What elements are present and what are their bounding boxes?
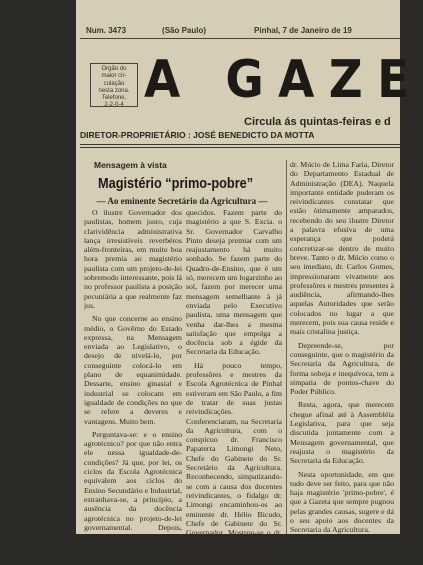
- section-label: Mensagem à vista: [94, 160, 167, 170]
- box-line: culação: [103, 80, 125, 87]
- director-line: DIRETOR-PROPRIETÁRIO : JOSÉ BENEDICTO DA MOTTA: [80, 130, 315, 140]
- box-line: Orgão do: [101, 66, 127, 72]
- newspaper-page: [76, 0, 423, 565]
- masthead-topline: [84, 26, 400, 35]
- paragraph: quecidos. Fazem parte do magistério a que S. Excia. o Sr. Governador Carvalho Pinto deseja premiar com um reajustamento há muito sonhado. Se fazem parte do Quadro-de-Ensino, que é um só, merecem um logarzinho ao sol, fazem por merecer uma mensagem semelhante à já enviada pelo Executivo paulista, uma mensagem que venha dar-lhes a mesma satisfação que empolga a docência sob a égide da Secretaria da Educação.: [186, 208, 282, 357]
- tagline: Circula ás quintas-feiras e d: [244, 116, 391, 128]
- box-line: 2-2-0-4: [104, 102, 124, 109]
- city-label: (São Paulo): [162, 26, 207, 35]
- paragraph: Nesta oportunidade, em que tudo deve ser feito, para que não haja magistério 'primo-pobre', é que a Gazeta que sempre pugnou pelas grandes causas, sugere e dá o seu apoio aos docentes da Secretaria da Agricultura.: [290, 469, 394, 535]
- article-subhead: — Ao eminente Secretário da Agricultura —: [96, 196, 268, 206]
- article-column-3: [290, 160, 394, 534]
- paragraph: No que concerne ao ensino médio, o Govêrno do Estado expressa, na Mensagem enviada ao Legislativo, o desejo de nivelá-lo, por conseguinte colocá-lo em plano de equanimidade. Dessarte, ensino ginasial e industrial se colocam em igualdade de condições no que se refere a deveres e vantagens. Muito bem.: [84, 314, 182, 426]
- box-line: maior cir-: [101, 73, 127, 80]
- header-rule-thin: [80, 147, 400, 148]
- top-rule: [80, 38, 400, 39]
- issue-number: Num. 3473: [86, 26, 127, 35]
- paragraph: Perguntava-se: e o ensino agrotécnico? por que não entra ele nessa igualdade-de-condições? Já que, por lei, os ciclos da Escola Agrotécnica equivalem aos ciclos do Ensino Secundário e Industrial, estranhava-se, a princípio, a ausência da docência agrotécnica no projeto-de-lei governamental. Depois, entretanto, tudo se esclareceu.: [84, 429, 182, 542]
- article-column-2: [186, 208, 282, 565]
- column-rule: [286, 160, 287, 534]
- circulation-box: [90, 63, 138, 107]
- box-line: Telefone,: [101, 95, 127, 102]
- paragraph: Há pouco tempo, professôres e mestres da Escola Agrotécnica de Pinhal estiveram em São Paulo, a fim de tratar de suas justas reivindicações. Conferenciaram, na Secretaria da Agricultura, com o conspícuo dr. Francisco Papaterra Limongi Neto, Chefe do Gabinete do Sr. Secretário da Agricultura. Reconhecendo, simpatizando-se com a causa dos docentes reivindicantes, o fidalgo dr. Limongi encaminhou-os ao eminente dr. Hélio Bicudo, Chefe de Gabinete do Sr. Governador. Mostrou-se o dr. Bicudo vivamente interessado pela situação dos docentes da Secretaria da Agricultura: [186, 360, 282, 565]
- article-column-1: [84, 208, 182, 542]
- paragraph: Resta, agora, que merecem chegue afinal até à Assembléia Legislativa, para que seja discutida juntamente com a Mensagem governamental, que reajusta o magistério da Secretaria da Educação.: [290, 400, 394, 466]
- box-line: nesta zona.: [98, 87, 130, 94]
- header-rule: [80, 144, 400, 145]
- article-headline: Magistério “primo-pobre”: [98, 175, 254, 192]
- date-line: Pinhal, 7 de Janeiro de 19: [254, 26, 352, 35]
- paragraph: dr. Múcio de Lima Faria, Diretor do Departamento Estadual de Administração (DEA). Naquela importante entidade puderam os reivindicantes constatar que estão òtimamente amparados, recebendo do seu ilustre Diretor a palavra efusiva de uma esperança que poderá concretizar-se dentro de muito breve. Tanto o dr. Múcio como o seu imediato, dr. Carlos Gomes, impressionaram vivamente aos professôres e mestres presentes à audiência, afirmando-lhes aquelas Autoridades que serão colocados no lugar a que merecem, pois sua causa reside e mais cristalina justiça.: [290, 160, 394, 337]
- paragraph: Depreende-se, por conseguinte, que o magistério da Secretaria da Agricultura, de forma sobeja e inequívoca, tem a simpatia de pontos-chave do Poder Público.: [290, 340, 394, 397]
- newspaper-title: A GAZE: [144, 50, 423, 110]
- paragraph: O ilustre Governador dos paulistas, homem justo, cuja clarividência administrativa lança irresistíveis reverbéros além-fronteiras, em muito boa hora premia ao magistério paulista com um projeto-de-lei sobremodo interessante, pois lá no professor paulista a posição pecuniária a que realmente faz jus.: [84, 208, 182, 310]
